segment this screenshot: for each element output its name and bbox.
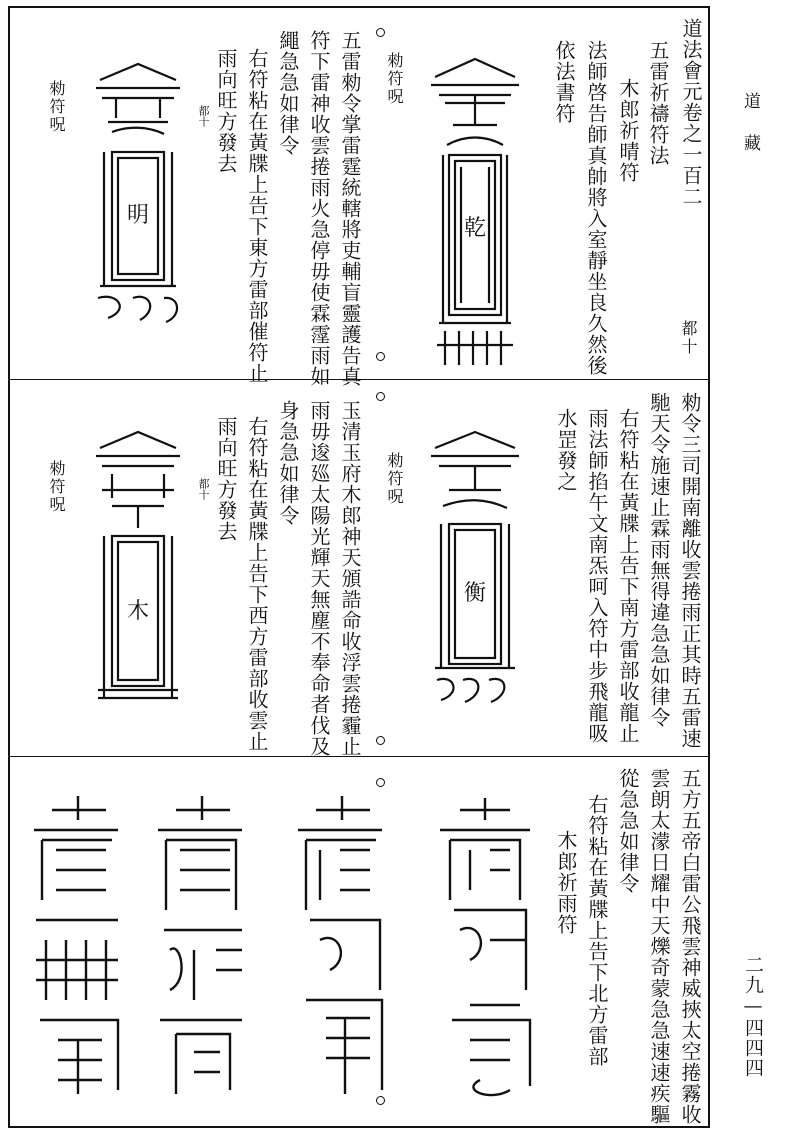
talisman-rain-3 xyxy=(150,790,250,1105)
incantation-label: 勑符呪 xyxy=(385,452,404,506)
incantation-label: 勑符呪 xyxy=(47,80,66,134)
talisman-title: 木郎祈雨符 xyxy=(554,830,578,935)
inner-tag: 衡 xyxy=(463,581,487,606)
instruction-line: 右符粘在黃牒上告下北方雷部 xyxy=(585,794,609,1067)
incantation-line: 五方五帝白雷公飛雲神威挾太空捲霧收 xyxy=(678,768,702,1125)
chapter-title: 道法會元卷之一百二 xyxy=(679,18,703,207)
talisman-ming xyxy=(88,60,188,335)
talisman-rain-2 xyxy=(290,790,390,1105)
incantation-line: 從急急如律令 xyxy=(616,768,640,894)
inner-tag: 明 xyxy=(126,203,150,228)
incantation-line: 身急急如律令 xyxy=(276,400,300,526)
talisman-title: 木郎祈晴符 xyxy=(616,78,640,183)
talisman-rain-4 xyxy=(26,790,126,1105)
text-column: 依法書符 xyxy=(552,40,576,124)
incantation-line: 馳天令施速止霖雨無得違急急如律令 xyxy=(647,392,671,728)
talisman-qian xyxy=(425,55,525,370)
circle-mark xyxy=(376,736,385,745)
talisman-heng xyxy=(425,428,525,708)
inner-tag: 木 xyxy=(126,599,150,624)
circle-mark xyxy=(376,352,385,361)
incantation-line: 雨毋逡廵太陽光輝天無塵不奉命者伐及 xyxy=(307,400,331,757)
circle-mark xyxy=(376,28,385,37)
incantation-line: 五雷勑令掌雷霆統轄將吏輔盲靈護告真 xyxy=(338,30,362,387)
instruction-line: 水罡發之 xyxy=(554,408,578,492)
instruction-line: 雨向旺方發去 xyxy=(214,48,238,174)
circle-mark xyxy=(376,392,385,401)
incantation-line: 勑令三司開南離收雲捲雨正其時五雷速 xyxy=(678,392,702,749)
incantation-label: 勑符呪 xyxy=(385,52,404,106)
category-tag: 都十 xyxy=(197,478,210,500)
section-title: 五雷祈禱符法 xyxy=(646,40,670,166)
talisman-mu xyxy=(88,428,188,710)
page-number: 二九—四四四 xyxy=(742,955,764,1078)
incantation-line: 繩急急如律令 xyxy=(276,30,300,156)
text-column: 法師啓告師真帥將入室靜坐良久然後 xyxy=(584,40,608,376)
instruction-line: 右符粘在黃牒上告下南方雷部收龍止 xyxy=(616,408,640,744)
circle-mark xyxy=(376,778,385,787)
instruction-line: 右符粘在黃牒上告下西方雷部收雲止 xyxy=(245,416,269,752)
incantation-line: 符下雷神收雲捲雨火急停毋使霖霪雨如 xyxy=(307,30,331,387)
incantation-label: 勑符呪 xyxy=(47,460,66,514)
incantation-line: 玉清玉府木郎神天頒誥命收浮雲捲霾止 xyxy=(338,400,362,757)
instruction-line: 右符粘在黃牒上告下東方雷部催符止 xyxy=(245,48,269,384)
instruction-line: 雨法師掐午文南炁呵入符中步飛龍吸 xyxy=(585,408,609,744)
category-tag: 都十 xyxy=(197,105,210,127)
category-tag: 都十 xyxy=(679,320,698,356)
collection-title: 道 藏 xyxy=(740,92,760,155)
talisman-rain-1 xyxy=(430,790,540,1105)
incantation-line: 雲朗太濛日耀中天爍奇蒙急急速速疾驅 xyxy=(647,768,671,1125)
instruction-line: 雨向旺方發去 xyxy=(214,416,238,542)
inner-tag: 乾 xyxy=(463,216,487,241)
